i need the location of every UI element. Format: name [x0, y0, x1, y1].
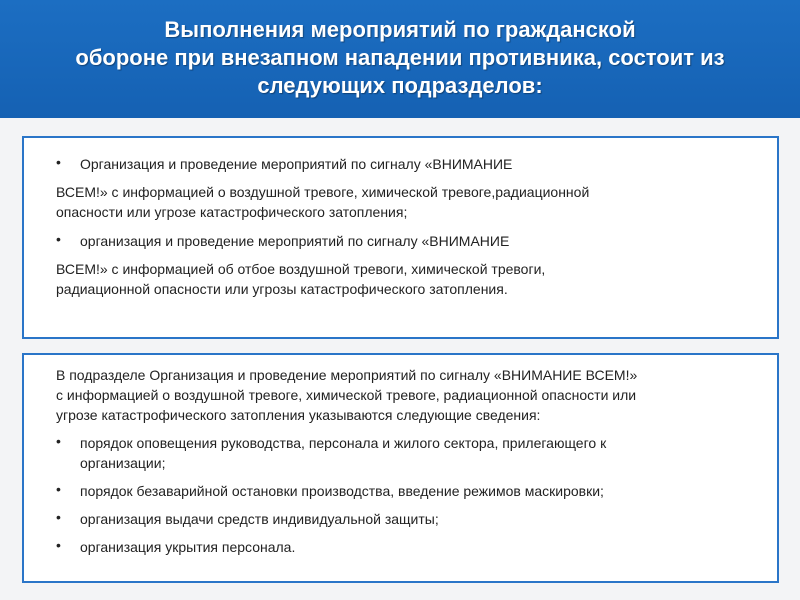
list-item: [56, 154, 757, 174]
list-item-text: порядок безаварийной остановки производства, введение режимов маскировки;: [80, 483, 604, 499]
list-item: [56, 231, 757, 251]
bullet-icon: •: [56, 509, 61, 525]
bullet-icon: •: [56, 154, 61, 170]
intro-text: В подразделе Организация и проведение мероприятий по сигналу «ВНИМАНИЕ ВСЕМ!»: [56, 367, 638, 383]
list-item-text: Организация и проведение мероприятий по сигналу «ВНИМАНИЕ: [80, 156, 513, 172]
bullet-icon: •: [56, 481, 61, 497]
intro-text: угрозе катастрофического затопления указываются следующие сведения:: [56, 407, 541, 423]
title-banner: [0, 0, 800, 118]
alert-signal-box: [22, 136, 779, 339]
title-line: обороне при внезапном нападении противника, состоит из: [75, 45, 725, 70]
list-item-text: радиационной опасности или угрозы катастрофического затопления.: [56, 281, 508, 297]
list-item-text: ВСЕМ!» с информацией о воздушной тревоге, химической тревоге,радиационной: [56, 184, 590, 200]
list-item: [56, 509, 757, 529]
list-item-text: порядок оповещения руководства, персонала и жилого сектора, прилегающего к: [80, 435, 607, 451]
list-item-text: организация выдачи средств индивидуальной защиты;: [80, 511, 439, 527]
list-item: [56, 481, 757, 501]
list-item: [56, 433, 757, 453]
bullet-icon: •: [56, 231, 61, 247]
bullet-icon: •: [56, 433, 61, 449]
list-item-text: ВСЕМ!» с информацией об отбое воздушной тревоги, химической тревоги,: [56, 261, 546, 277]
title-line: следующих подразделов:: [257, 73, 543, 98]
list-item-text: организация и проведение мероприятий по сигналу «ВНИМАНИЕ: [80, 233, 510, 249]
title-line: Выполнения мероприятий по гражданской: [164, 17, 636, 42]
list-item: [56, 537, 757, 557]
details-box: [22, 353, 779, 583]
list-item-text: опасности или угрозе катастрофического затопления;: [56, 204, 408, 220]
list-item-text: организации;: [80, 455, 166, 471]
intro-text: с информацией о воздушной тревоге, химической тревоге, радиационной опасности или: [56, 387, 637, 403]
list-item-text: организация укрытия персонала.: [80, 539, 296, 555]
bullet-icon: •: [56, 537, 61, 553]
